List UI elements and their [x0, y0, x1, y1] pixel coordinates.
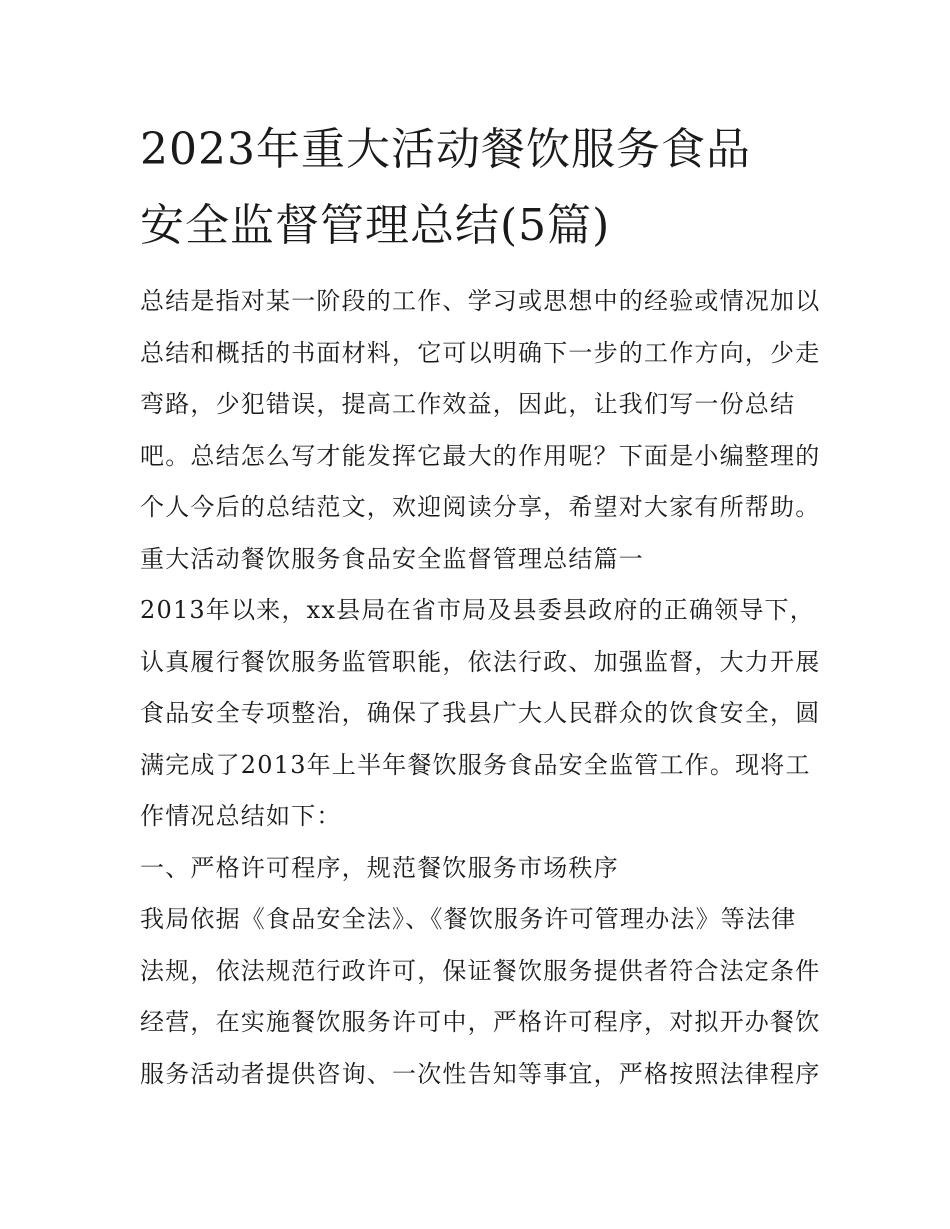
body-line: 2013年以来，xx县局在省市局及县委县政府的正确领导下， [140, 596, 815, 624]
document-title [140, 112, 830, 264]
body-line: 食品安全专项整治，确保了我县广大人民群众的饮食安全，圆 [140, 699, 821, 727]
body-line: 我局依据《食品安全法》、《餐饮服务许可管理办法》等法律 [140, 905, 797, 933]
section-heading-1: 重大活动餐饮服务食品安全监督管理总结篇一 [140, 544, 644, 573]
body-line: 弯路，少犯错误，提高工作效益，因此，让我们写一份总结 [140, 390, 796, 418]
body-line: 总结是指对某一阶段的工作、学习或思想中的经验或情况加以 [140, 287, 821, 315]
body-line: 法规，依法规范行政许可，保证餐饮服务提供者符合法定条件 [140, 956, 821, 985]
title-line-2: 安全监督管理总结(5篇) [140, 200, 611, 251]
body-line: 吧。总结怎么写才能发挥它最大的作用呢？下面是小编整理的 [140, 441, 821, 470]
body-line: 服务活动者提供咨询、一次性告知等事宜，严格按照法律程序 [140, 1059, 821, 1088]
body-line: 满完成了2013年上半年餐饮服务食品安全监管工作。现将工 [140, 750, 811, 779]
body-line: 认真履行餐饮服务监管职能，依法行政、加强监督，大力开展 [140, 647, 821, 676]
subsection-heading-1: 一、严格许可程序，规范餐饮服务市场秩序 [140, 853, 619, 882]
title-line-1: 2023年重大活动餐饮服务食品 [140, 124, 751, 175]
document-body [140, 276, 830, 1100]
body-line: 个人今后的总结范文，欢迎阅读分享，希望对大家有所帮助。 [140, 493, 821, 521]
body-line: 总结和概括的书面材料，它可以明确下一步的工作方向，少走 [140, 338, 821, 367]
body-line: 经营，在实施餐饮服务许可中，严格许可程序，对拟开办餐饮 [140, 1008, 821, 1036]
body-line: 作情况总结如下： [140, 802, 342, 830]
